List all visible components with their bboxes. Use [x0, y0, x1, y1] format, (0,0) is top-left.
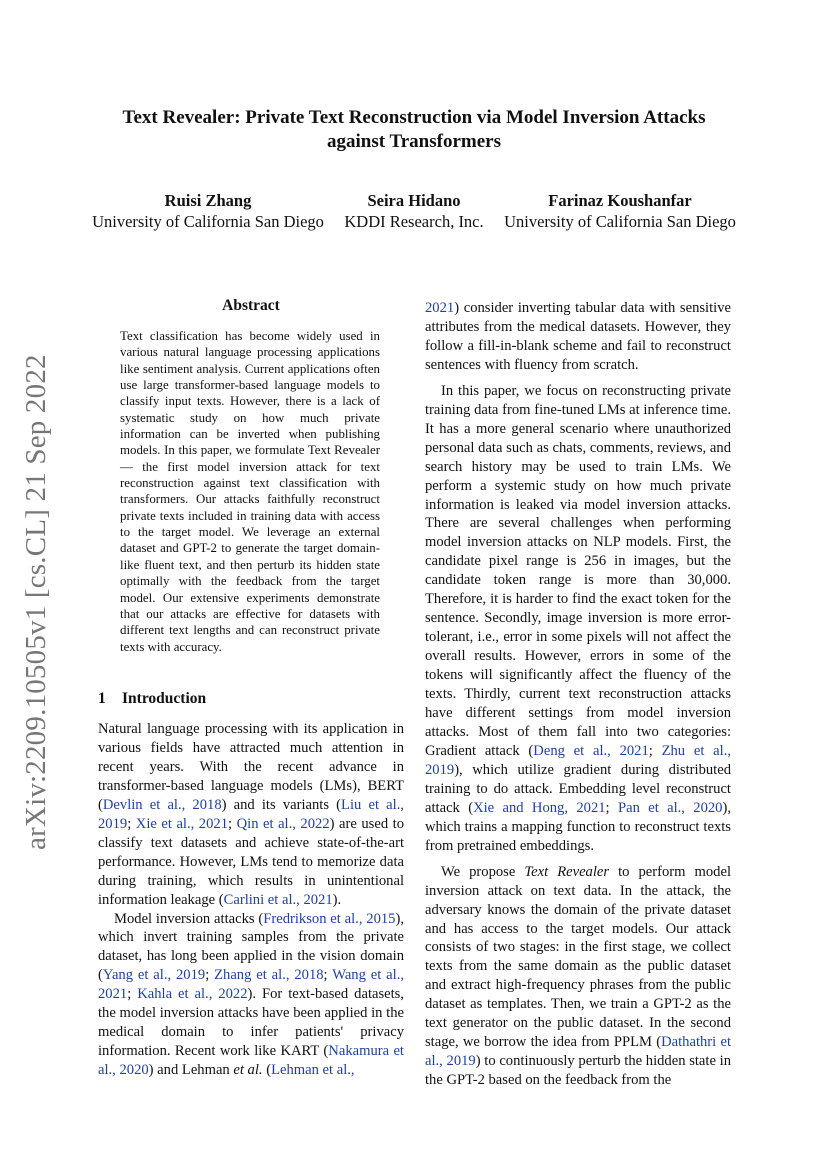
intro-paragraph-1: Natural language processing with its application in various fields have attracted much attention in recent years. With the recent advance in transformer-based language models (LMs), BERT (Devlin et al., 2018) and its variants (Liu et al., 2019; Xie et al., 2021; Qin et al., 2022) are used to classify text datasets and achieve state-of-the-art performance. However, LMs tend to memorize data during training, which results in unintentional information leakage (Carlini et al., 2021).: [98, 721, 404, 908]
citation-link[interactable]: Kahla et al., 2022: [137, 986, 248, 1003]
citation-link[interactable]: Fredrikson et al., 2015: [263, 910, 396, 927]
section-title: Introduction: [122, 690, 207, 707]
paper-title: [80, 106, 748, 154]
citation-link[interactable]: Pan et al., 2020: [617, 799, 723, 816]
intro-column-left: [98, 720, 404, 1080]
author-affiliation: KDDI Research, Inc.: [344, 212, 484, 231]
section-number: 1: [98, 690, 106, 707]
section-heading: [98, 690, 206, 708]
citation-link[interactable]: Qin et al., 2022: [236, 815, 330, 832]
intro-paragraph-5: We propose Text Revealer to perform model inversion attack on text data. In the attack, the adversary knows the domain of the private dataset and has access to the target models. Our attack consists of two stages: in the first stage, we collect texts from the same domain as the public dataset and extract high-frequency phrases from the public dataset as templates. Then, we train a GPT-2 as the text generator on the public dataset. In the second stage, we borrow the idea from PPLM (Dathathri et al., 2019) to continuously perturb the hidden state in the GPT-2 based on the feedback from the: [425, 863, 732, 1089]
intro-paragraph-2: Model inversion attacks (Fredrikson et al., 2015), which invert training samples from the private dataset, has long been applied in the vision domain (Yang et al., 2019; Zhang et al., 2018; Wang et al., 2021; Kahla et al., 2022). For text-based datasets, the model inversion attacks have been applied in the medical domain to infer patients' privacy information. Recent work like KART (Nakamura et al., 2020) and Lehman et al. (Lehman et al.,: [98, 910, 405, 1079]
citation-link[interactable]: Wang et al., 2021: [98, 967, 404, 1003]
author-affiliation: University of California San Diego: [504, 212, 736, 231]
author-1: [90, 190, 326, 232]
citation-link[interactable]: Deng et al., 2021: [533, 742, 649, 759]
intro-paragraph-3: 2021) consider inverting tabular data with sensitive attributes from the medical datasets. However, they follow a fill-in-blank scheme and fail to reconstruct sentences with fluency from scratch.: [425, 300, 731, 373]
citation-link[interactable]: Carlini et al., 2021: [223, 891, 333, 908]
author-3: [502, 190, 738, 232]
citation-link[interactable]: Xie et al., 2021: [135, 815, 228, 832]
author-2: [338, 190, 490, 232]
citation-link[interactable]: Xie and Hong, 2021: [473, 799, 606, 816]
intro-column-right: [425, 299, 731, 1090]
citation-link[interactable]: Nakamura et al., 2020: [98, 1043, 404, 1079]
citation-link[interactable]: Zhang et al., 2018: [214, 967, 324, 984]
citation-link[interactable]: Devlin et al., 2018: [102, 796, 222, 813]
title-line-1: Text Revealer: Private Text Reconstruction via Model Inversion Attacks: [122, 107, 706, 128]
citation-link[interactable]: Zhu et al., 2019: [425, 742, 731, 778]
abstract-heading: Abstract: [222, 297, 280, 314]
citation-link[interactable]: Lehman et al.,: [271, 1062, 355, 1079]
citation-link[interactable]: Dathathri et al., 2019: [425, 1034, 731, 1070]
abstract-body: Text classification has become widely used in various natural language processing applications like sentiment analysis. Current applications often use large transformer-based language models to classify input texts. However, there is a lack of systematic study on how much private information can be inverted when publishing models. In this paper, we formulate Text Revealer — the first model inversion attack for text reconstruction against text classification with transformers. Our attacks faithfully reconstruct private texts included in training data with access to the target model. We leverage an external dataset and GPT-2 to generate the target domain-like fluent text, and then perturb its hidden state optimally with the feedback from the target model. Our extensive experiments demonstrate that our attacks are effective for datasets with different text lengths and can reconstruct private texts with accuracy.: [120, 329, 380, 654]
citation-link[interactable]: Liu et al., 2019: [98, 796, 404, 832]
author-name: Ruisi Zhang: [164, 191, 252, 210]
author-name: Farinaz Koushanfar: [548, 191, 692, 210]
arxiv-identifier: arXiv:2209.10505v1 [cs.CL] 21 Sep 2022: [20, 354, 52, 850]
citation-link[interactable]: 2021: [425, 300, 455, 316]
title-line-2: against Transformers: [327, 131, 501, 152]
author-name: Seira Hidano: [367, 191, 461, 210]
citation-link[interactable]: Yang et al., 2019: [102, 967, 206, 984]
author-affiliation: University of California San Diego: [92, 212, 324, 231]
intro-paragraph-4: In this paper, we focus on reconstructing private training data from fine-tuned LMs at inference time. It has a more general scenario where unauthorized personal data such as chats, comments, reviews, and search history may be used to train LMs. We perform a systemic study on how much private information is leaked via model inversion attacks. There are several challenges when performing model inversion attacks on NLP models. First, the candidate pixel range is 256 in images, but the candidate token range is more than 30,000. Therefore, it is harder to find the exact token for the sentence. Secondly, image inversion is more error-tolerant, i.e., error in some pixels will not affect the overall results. However, errors in some of the tokens will significantly affect the fluency of the texts. Thirdly, current text reconstruction attacks have different settings from model inversion attacks. Most of them fall into two categories: Gradient attack (Deng et al., 2021; Zhu et al., 2019), which utilize gradient during distributed training to do attack. Embedding level reconstruct attack (Xie and Hong, 2021; Pan et al., 2020), which trains a mapping function to reconstruct texts from pretrained embeddings.: [425, 382, 731, 854]
